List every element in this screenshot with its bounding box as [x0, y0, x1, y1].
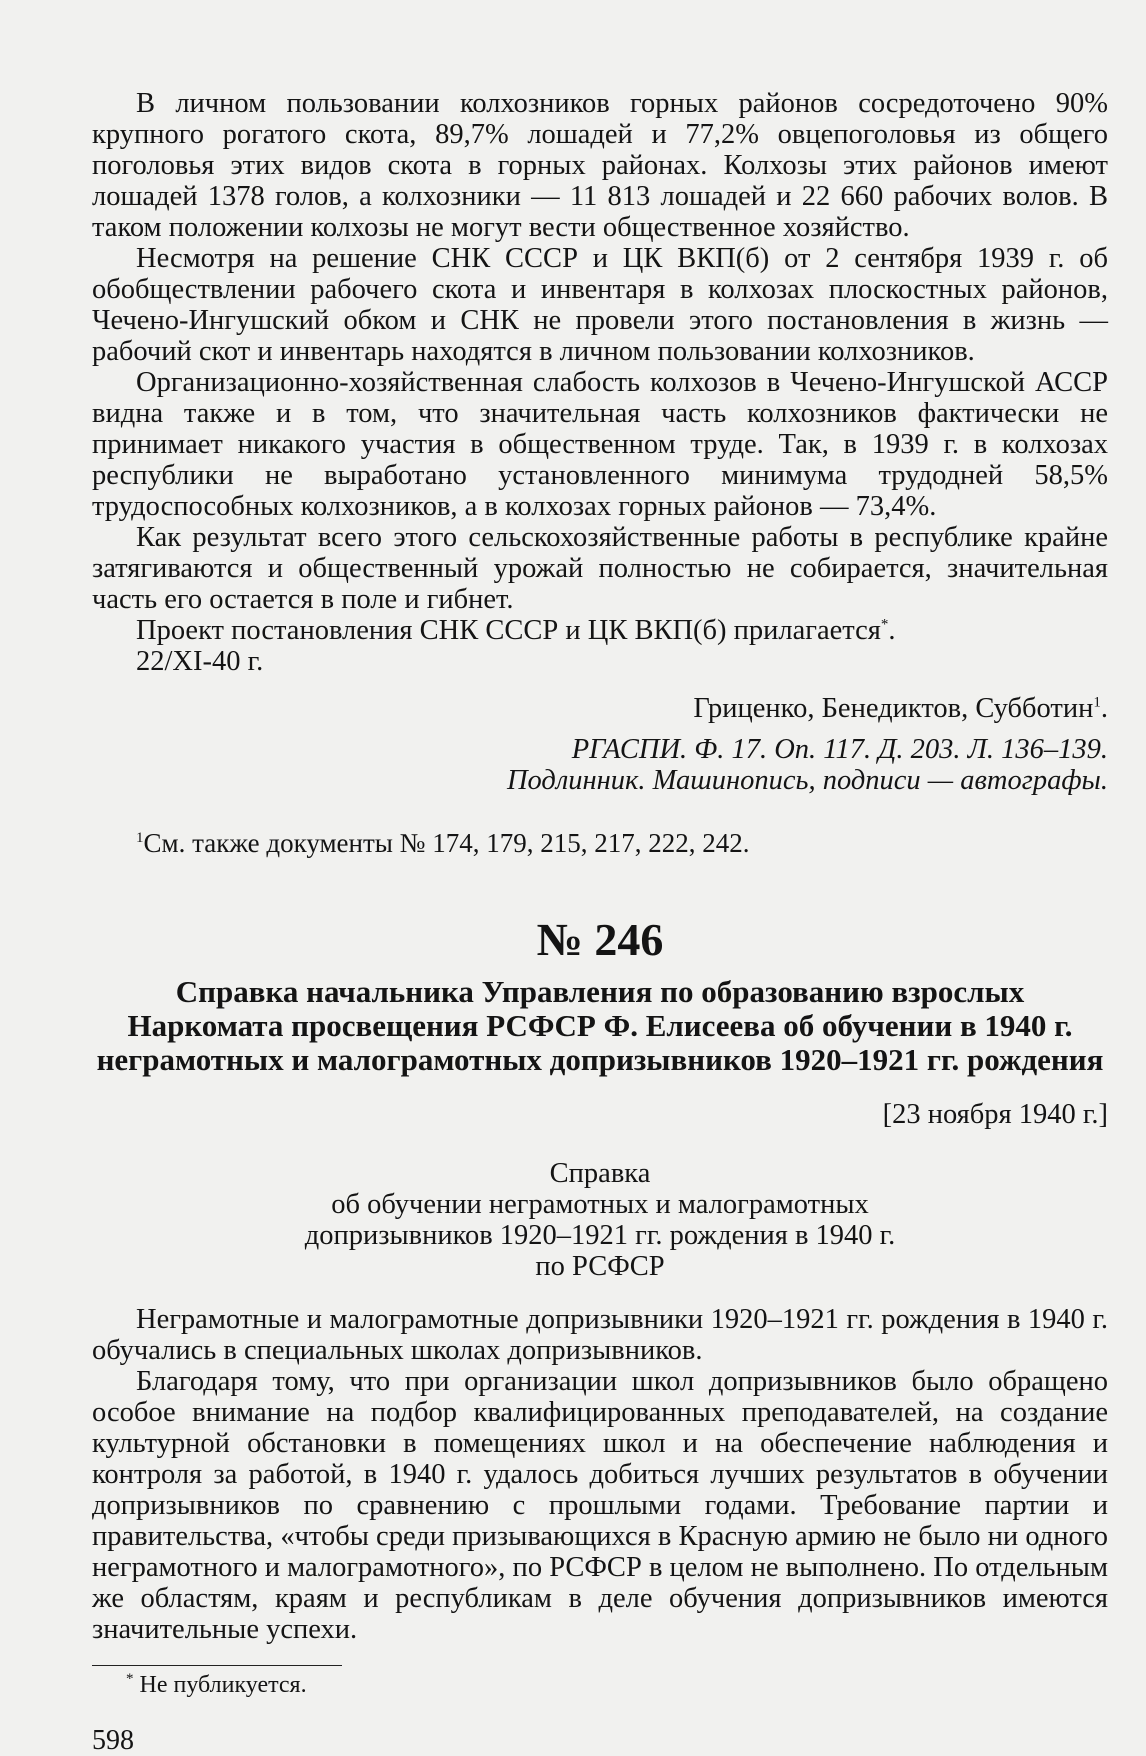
footnote-1 — [92, 828, 1108, 859]
signatories-period: . — [1100, 693, 1108, 724]
attachment-period: . — [888, 615, 896, 646]
footnote-1-text: См. также документы № 174, 179, 215, 217, 222, 242. — [143, 828, 750, 858]
footnote-2-mark: * — [126, 1671, 134, 1687]
document-title: Справка начальника Управления по образованию взрослых Наркомата просвещения РСФСР Ф. Елисеева об обучении в 1940 г. неграмотных и малограмотных допризывников 1920–1921 гг. рождения — [96, 974, 1104, 1077]
footnote-1-mark: 1 — [136, 830, 144, 846]
original-note: Подлинник. Машинопись, подписи — автографы. — [506, 765, 1108, 796]
attachment-text: Проект постановления СНК СССР и ЦК ВКП(б) прилагается — [136, 615, 881, 646]
paragraph-2: Несмотря на решение СНК СССР и ЦК ВКП(б) от 2 сентября 1939 г. об обобществлении рабочего скота и инвентаря в колхозах плоскостных районов, Чечено-Ингушский обком и СНК не провели этого постановления в жизнь — рабочий скот и инвентарь находятся в личном пользовании колхозников. — [92, 243, 1108, 367]
paragraph-6: Благодаря тому, что при организации школ допризывников было обращено особое внимание на подбор квалифицированных преподавателей, на создание культурной обстановки в помещениях школ и на обеспечение наблюдения и контроля за работой, в 1940 г. удалось добиться лучших результатов в обучении допризывников по сравнению с прошлыми годами. Требование партии и правительства, «чтобы среди призывающихся в Красную армию не было ни одного неграмотного и малограмотного», по РСФСР в целом не выполнено. По отдельным же областям, краям и республикам в деле обучения допризывников имеются значительные успехи. — [92, 1366, 1108, 1645]
document-page — [92, 88, 1108, 1756]
certificate-heading — [92, 1158, 1108, 1282]
heading-line-3: допризывников 1920–1921 гг. рождения в 1940 г. — [304, 1220, 896, 1251]
footnote-2-text: Не публикуется. — [139, 1672, 307, 1698]
heading-line-2: об обучении неграмотных и малограмотных — [331, 1189, 869, 1220]
paragraph-5: Неграмотные и малограмотные допризывники 1920–1921 гг. рождения в 1940 г. обучались в специальных школах допризывников. — [92, 1304, 1108, 1366]
page-number: 598 — [92, 1725, 134, 1756]
attachment-line — [92, 615, 1108, 646]
document-date-line: 22/XI-40 г. — [136, 646, 264, 677]
top-text-block — [92, 88, 1108, 677]
bottom-text-block — [92, 1304, 1108, 1645]
signatories — [92, 693, 1108, 724]
paragraph-1: В личном пользовании колхозников горных районов сосредоточено 90% крупного рогатого скота, 89,7% лошадей и 77,2% овцепоголовья из общего поголовья этих видов скота в горных районах. Колхозы этих районов имеют лошадей 1378 голов, а колхозники — 11 813 лошадей и 22 660 рабочих волов. В таком положении колхозы не могут вести общественное хозяйство. — [92, 88, 1108, 243]
document-number: № 246 — [536, 914, 664, 965]
signatories-names: Гриценко, Бенедиктов, Субботин — [693, 693, 1094, 724]
paragraph-4: Как результат всего этого сельскохозяйственные работы в республике крайне затягиваются и общественный урожай полностью не собирается, значительная часть его остается в поле и гибнет. — [92, 522, 1108, 615]
archive-reference: РГАСПИ. Ф. 17. Оп. 117. Д. 203. Л. 136–139. — [571, 734, 1108, 765]
signatories-footnote-mark: 1 — [1093, 694, 1101, 711]
heading-line-1: Справка — [549, 1158, 651, 1189]
paragraph-3: Организационно-хозяйственная слабость колхозов в Чечено-Ингушской АССР видна также и в том, что значительная часть колхозников фактически не принимает никакого участия в общественном труде. Так, в 1939 г. в колхозах республики не выработано установленного минимума трудодней 58,5% трудоспособных колхозников, а в колхозах горных районов — 73,4%. — [92, 367, 1108, 522]
attachment-footnote-mark: * — [880, 616, 889, 633]
document-date: [23 ноября 1940 г.] — [882, 1099, 1108, 1130]
footnote-2 — [92, 1670, 1108, 1700]
heading-line-4: по РСФСР — [535, 1251, 665, 1282]
footnote-divider — [92, 1665, 342, 1666]
